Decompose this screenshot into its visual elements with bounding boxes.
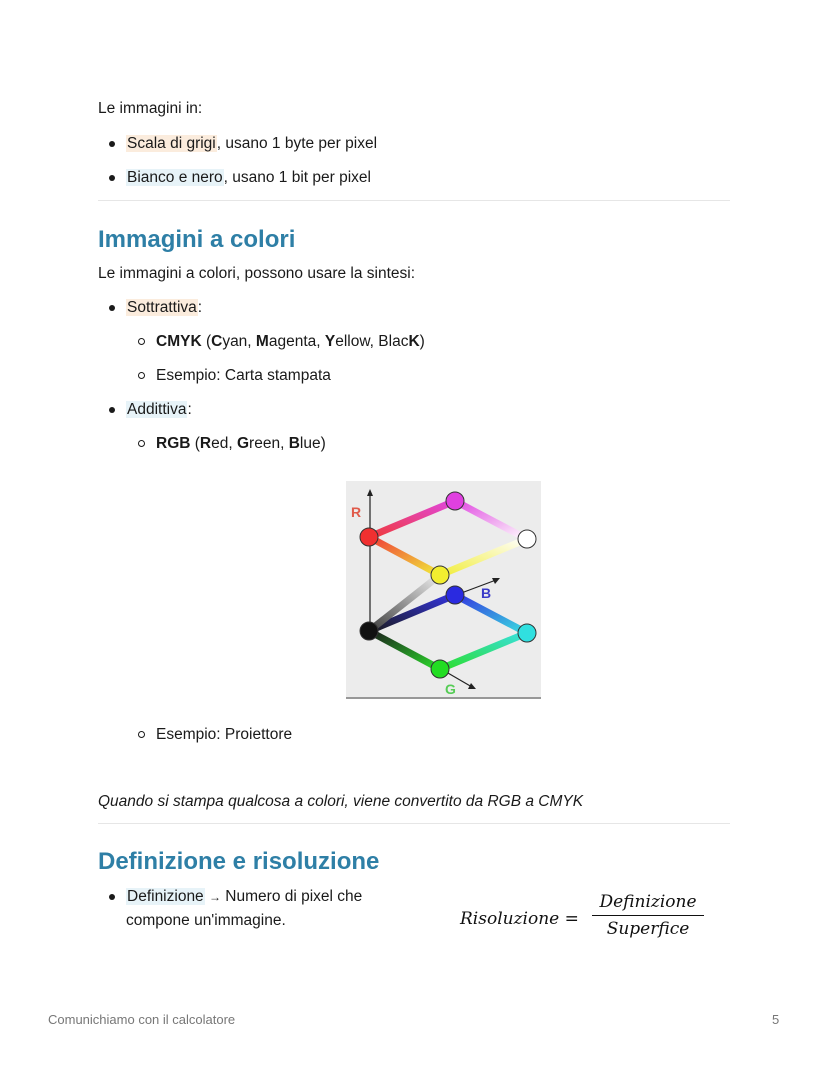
rgb-abbr: RGB: [156, 435, 191, 452]
formula-denominator: Superfice: [606, 919, 690, 939]
bullet: [109, 894, 115, 900]
word-rest: agenta,: [268, 333, 325, 350]
bullet: [109, 175, 115, 181]
cmyk-abbr: CMYK: [156, 333, 202, 350]
word-rest: ed,: [211, 435, 237, 452]
item-text: Numero di pixel che: [221, 888, 363, 905]
word-rest: ellow, Blac: [335, 333, 409, 350]
formula-lhs: Risoluzione: [460, 909, 560, 929]
term-highlight: Sottrattiva: [127, 299, 197, 316]
colon: :: [197, 299, 203, 316]
letter: B: [288, 435, 300, 452]
axis-label-g: G: [445, 681, 456, 697]
letter: G: [236, 435, 250, 452]
section-heading-definizione: Definizione e risoluzione: [98, 848, 380, 875]
section-lead: Le immagini a colori, possono usare la sintesi:: [98, 265, 416, 282]
list-item: [126, 135, 377, 153]
divider: [98, 823, 730, 824]
intro-text: Le immagini in:: [98, 100, 203, 117]
formula-equals: =: [564, 909, 579, 929]
rgb-cube-image: [346, 481, 541, 699]
list-item-additiva: [126, 401, 192, 419]
term-highlight: Addittiva: [127, 401, 187, 418]
word-rest: yan,: [222, 333, 256, 350]
list-item-continuation: compone un'immagine.: [126, 912, 286, 929]
axis-label-b: B: [481, 585, 492, 601]
term-highlight: Scala di grigi: [127, 135, 216, 152]
letter: K: [408, 333, 420, 350]
bullet: [109, 141, 115, 147]
word-rest: lue): [299, 435, 326, 452]
letter: C: [211, 333, 223, 350]
sub-bullet: [138, 338, 145, 345]
italic-note: Quando si stampa qualcosa a colori, viene convertito da RGB a CMYK: [98, 793, 584, 810]
bullet: [109, 305, 115, 311]
word-rest: reen,: [249, 435, 289, 452]
sub-bullet: [138, 731, 145, 738]
footer-title: Comunichiamo con il calcolatore: [48, 1012, 236, 1027]
example-item: Esempio: Proiettore: [156, 726, 293, 743]
example-item: Esempio: Carta stampata: [156, 367, 331, 384]
list-item-text: , usano 1 byte per pixel: [216, 135, 378, 152]
page-number: 5: [772, 1012, 780, 1027]
letter: Y: [324, 333, 336, 350]
formula-numerator: Definizione: [599, 892, 697, 912]
divider: [98, 200, 730, 201]
cmyk-item: [156, 333, 425, 351]
list-item: [126, 169, 371, 187]
axis-label-r: R: [351, 504, 362, 520]
colon: :: [187, 401, 192, 418]
section-heading-colori: Immagini a colori: [98, 226, 296, 253]
paren: (: [190, 435, 200, 452]
rgb-item: [156, 435, 326, 453]
bullet: [109, 407, 115, 413]
paren: ): [419, 333, 425, 350]
term-highlight: Bianco e nero: [127, 169, 223, 186]
formula-fraction: [592, 892, 704, 939]
list-item-definizione: [126, 888, 362, 906]
term-highlight: Definizione: [127, 888, 204, 905]
list-item-sottrattiva: [126, 299, 202, 317]
list-item-text: , usano 1 bit per pixel: [223, 169, 371, 186]
sub-bullet: [138, 440, 145, 447]
letter: M: [255, 333, 269, 350]
paren: (: [201, 333, 212, 350]
arrow-icon: →: [209, 890, 221, 904]
letter: R: [199, 435, 212, 452]
sub-bullet: [138, 372, 145, 379]
